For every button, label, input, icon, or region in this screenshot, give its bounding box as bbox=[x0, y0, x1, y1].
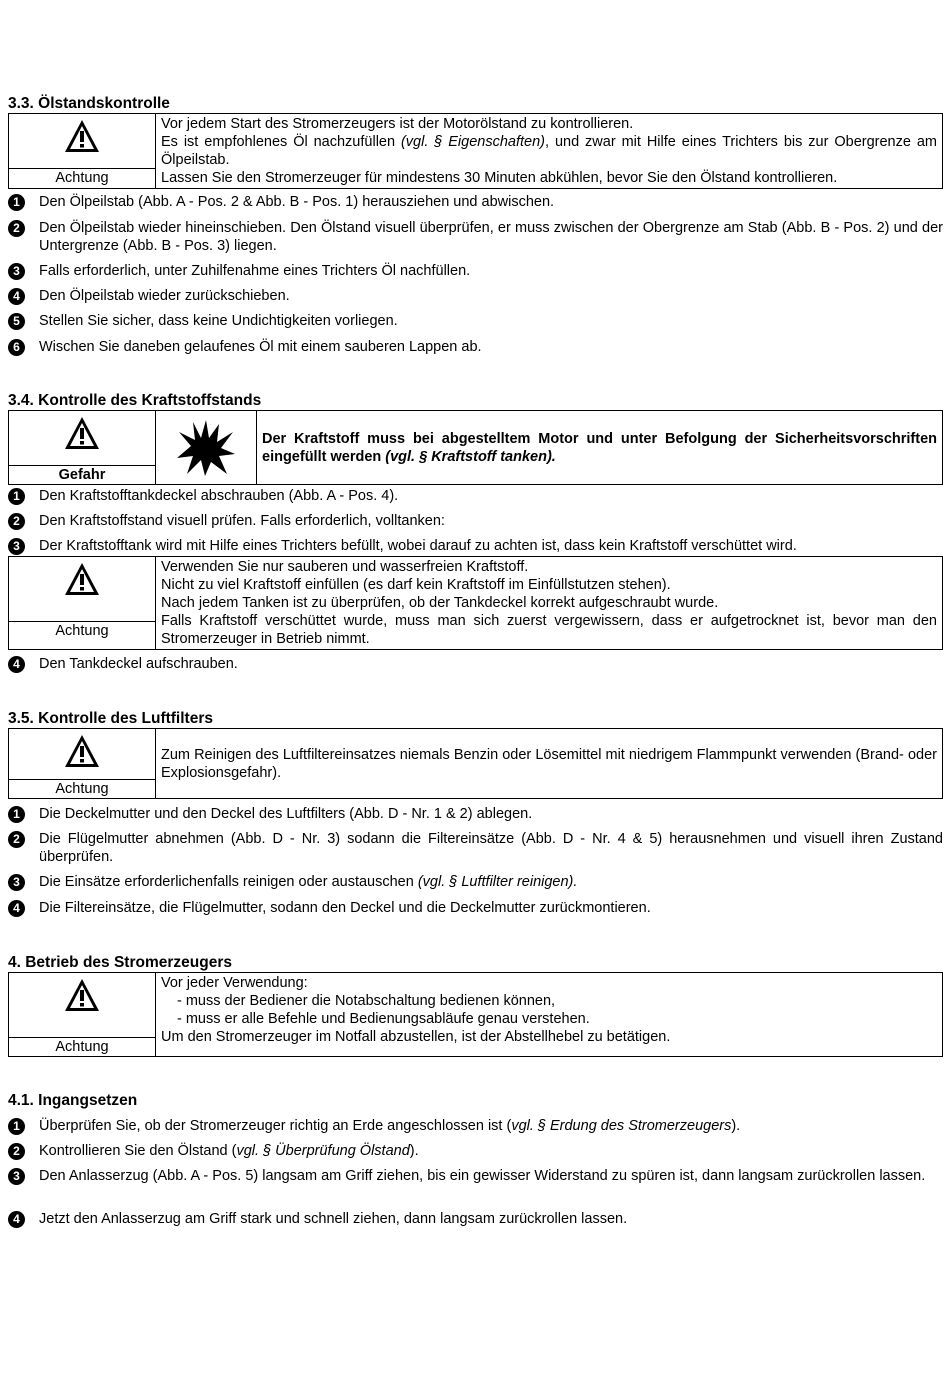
warning-text bbox=[156, 114, 943, 189]
danger-label: Gefahr bbox=[9, 465, 155, 484]
list-item: 4 Die Filtereinsätze, die Flügelmutter, sodann den Deckel und die Deckelmutter zurückmontieren. bbox=[8, 899, 943, 917]
section-heading-3-4: 3.4. Kontrolle des Kraftstoffstands bbox=[8, 392, 262, 409]
warning-icon-cell bbox=[9, 557, 156, 650]
warning-label: Achtung bbox=[9, 168, 155, 187]
warning-line: Lassen Sie den Stromerzeuger für mindestens 30 Minuten abkühlen, bevor Sie den Ölstand kontrollieren. bbox=[161, 170, 838, 186]
warning-line: Verwenden Sie nur sauberen und wasserfreien Kraftstoff. bbox=[161, 559, 529, 575]
section-heading-3-5: 3.5. Kontrolle des Luftfilters bbox=[8, 710, 213, 727]
list-item: 2 Den Ölpeilstab wieder hineinschieben. Den Ölstand visuell überprüfen, er muss zwischen der Obergrenze am Stab (Abb. B - Pos. 2) und der Untergrenze (Abb. B - Pos. 3) liegen. bbox=[8, 219, 943, 255]
list-item: 1 Den Ölpeilstab (Abb. A - Pos. 2 & Abb. B - Pos. 1) herausziehen und abwischen. bbox=[8, 193, 943, 211]
warning-icon-cell bbox=[9, 973, 156, 1057]
reference-link: (vgl. § Eigenschaften) bbox=[400, 134, 545, 150]
warning-icon-cell bbox=[9, 729, 156, 799]
list-item: 2 Den Kraftstoffstand visuell prüfen. Falls erforderlich, volltanken: bbox=[8, 512, 943, 530]
list-item: 4 Jetzt den Anlasserzug am Griff stark und schnell ziehen, dann langsam zurückrollen lassen. bbox=[8, 1210, 943, 1228]
warning-label: Achtung bbox=[9, 621, 155, 640]
list-item: 2 Die Flügelmutter abnehmen (Abb. D - Nr. 3) sodann die Filtereinsätze (Abb. D - Nr. 4 & 5) herausnehmen und visuell ihren Zustand überprüfen. bbox=[8, 830, 943, 866]
warning-line: Vor jeder Verwendung: bbox=[161, 975, 308, 991]
warning-box-airfilter bbox=[8, 728, 943, 799]
list-item: 6 Wischen Sie daneben gelaufenes Öl mit einem sauberen Lappen ab. bbox=[8, 338, 943, 356]
warning-text bbox=[156, 557, 943, 650]
explosion-icon bbox=[175, 418, 237, 478]
list-item: 5 Stellen Sie sicher, dass keine Undichtigkeiten vorliegen. bbox=[8, 312, 943, 330]
list-item: 3 Der Kraftstofftank wird mit Hilfe eines Trichters befüllt, wobei darauf zu achten ist, dass kein Kraftstoff verschüttet wird. bbox=[8, 537, 943, 555]
section-heading-4-1: 4.1. Ingangsetzen bbox=[8, 1092, 138, 1109]
section-heading-4: 4. Betrieb des Stromerzeugers bbox=[8, 954, 232, 971]
warning-icon-cell bbox=[9, 114, 156, 189]
reference-link: vgl. § Erdung des Stromerzeugers bbox=[511, 1118, 732, 1134]
warning-line: - muss er alle Befehle und Bedienungsabläufe genau verstehen. bbox=[177, 1011, 590, 1027]
warning-line: Es ist empfohlenes Öl nachzufüllen (vgl. § Eigenschaften), und zwar mit Hilfe eines Trichters bis zur Obergrenze am Ölpeilstab. bbox=[161, 134, 937, 168]
warning-triangle-icon bbox=[63, 415, 101, 451]
warning-label: Achtung bbox=[9, 779, 155, 798]
warning-label: Achtung bbox=[9, 1037, 155, 1056]
warning-box-oil bbox=[8, 113, 943, 189]
reference-link: (vgl. § Luftfilter reinigen). bbox=[417, 874, 578, 890]
warning-line: Um den Stromerzeuger im Notfall abzustellen, ist der Abstellhebel zu betätigen. bbox=[161, 1029, 671, 1045]
list-item: 3 Den Anlasserzug (Abb. A - Pos. 5) langsam am Griff ziehen, bis ein gewisser Widerstand zu spüren ist, dann langsam zurückrollen lassen. bbox=[8, 1167, 943, 1185]
list-item: 4 Den Tankdeckel aufschrauben. bbox=[8, 655, 943, 673]
warning-box-fuel bbox=[8, 556, 943, 650]
danger-text: Der Kraftstoff muss bei abgestelltem Motor und unter Befolgung der Sicherheitsvorschriften eingefüllt werden (vgl. § Kraftstoff tanken). bbox=[257, 411, 943, 485]
warning-line: Vor jedem Start des Stromerzeugers ist der Motorölstand zu kontrollieren. bbox=[161, 116, 634, 132]
list-item: 2 Kontrollieren Sie den Ölstand (vgl. § Überprüfung Ölstand). bbox=[8, 1142, 943, 1160]
reference-link: vgl. § Überprüfung Ölstand bbox=[236, 1143, 410, 1159]
list-item: 3 Falls erforderlich, unter Zuhilfenahme eines Trichters Öl nachfüllen. bbox=[8, 262, 943, 280]
warning-triangle-icon bbox=[63, 733, 101, 769]
warning-triangle-icon bbox=[63, 977, 101, 1013]
list-item: 4 Den Ölpeilstab wieder zurückschieben. bbox=[8, 287, 943, 305]
warning-line: Falls Kraftstoff verschüttet wurde, muss man sich zuerst vergewissern, dass er aufgetrocknet ist, bevor man den Stromerzeuger in Betrieb nimmt. bbox=[161, 613, 937, 647]
warning-line: Nicht zu viel Kraftstoff einfüllen (es darf kein Kraftstoff im Einfüllstutzen stehen). bbox=[161, 577, 671, 593]
danger-box-fuel bbox=[8, 410, 943, 485]
warning-text: Zum Reinigen des Luftfiltereinsatzes niemals Benzin oder Lösemittel mit niedrigem Flammpunkt verwenden (Brand- oder Explosionsgefahr). bbox=[156, 729, 943, 799]
warning-triangle-icon bbox=[63, 118, 101, 154]
warning-triangle-icon bbox=[63, 561, 101, 597]
reference-link: (vgl. § Kraftstoff tanken). bbox=[385, 448, 556, 465]
list-item: 1 Den Kraftstofftankdeckel abschrauben (Abb. A - Pos. 4). bbox=[8, 487, 943, 505]
list-item: 1 Überprüfen Sie, ob der Stromerzeuger richtig an Erde angeschlossen ist (vgl. § Erdung des Stromerzeugers). bbox=[8, 1117, 943, 1135]
section-heading-3-3: 3.3. Ölstandskontrolle bbox=[8, 95, 170, 112]
warning-line: Nach jedem Tanken ist zu überprüfen, ob der Tankdeckel korrekt aufgeschraubt wurde. bbox=[161, 595, 719, 611]
warning-line: - muss der Bediener die Notabschaltung bedienen können, bbox=[177, 993, 556, 1009]
explosion-icon-cell bbox=[156, 411, 257, 485]
danger-icon-cell bbox=[9, 411, 156, 485]
list-item: 1 Die Deckelmutter und den Deckel des Luftfilters (Abb. D - Nr. 1 & 2) ablegen. bbox=[8, 805, 943, 823]
warning-text bbox=[156, 973, 943, 1057]
warning-box-operation bbox=[8, 972, 943, 1057]
list-item: 3 Die Einsätze erforderlichenfalls reinigen oder austauschen (vgl. § Luftfilter reinigen). bbox=[8, 873, 943, 891]
